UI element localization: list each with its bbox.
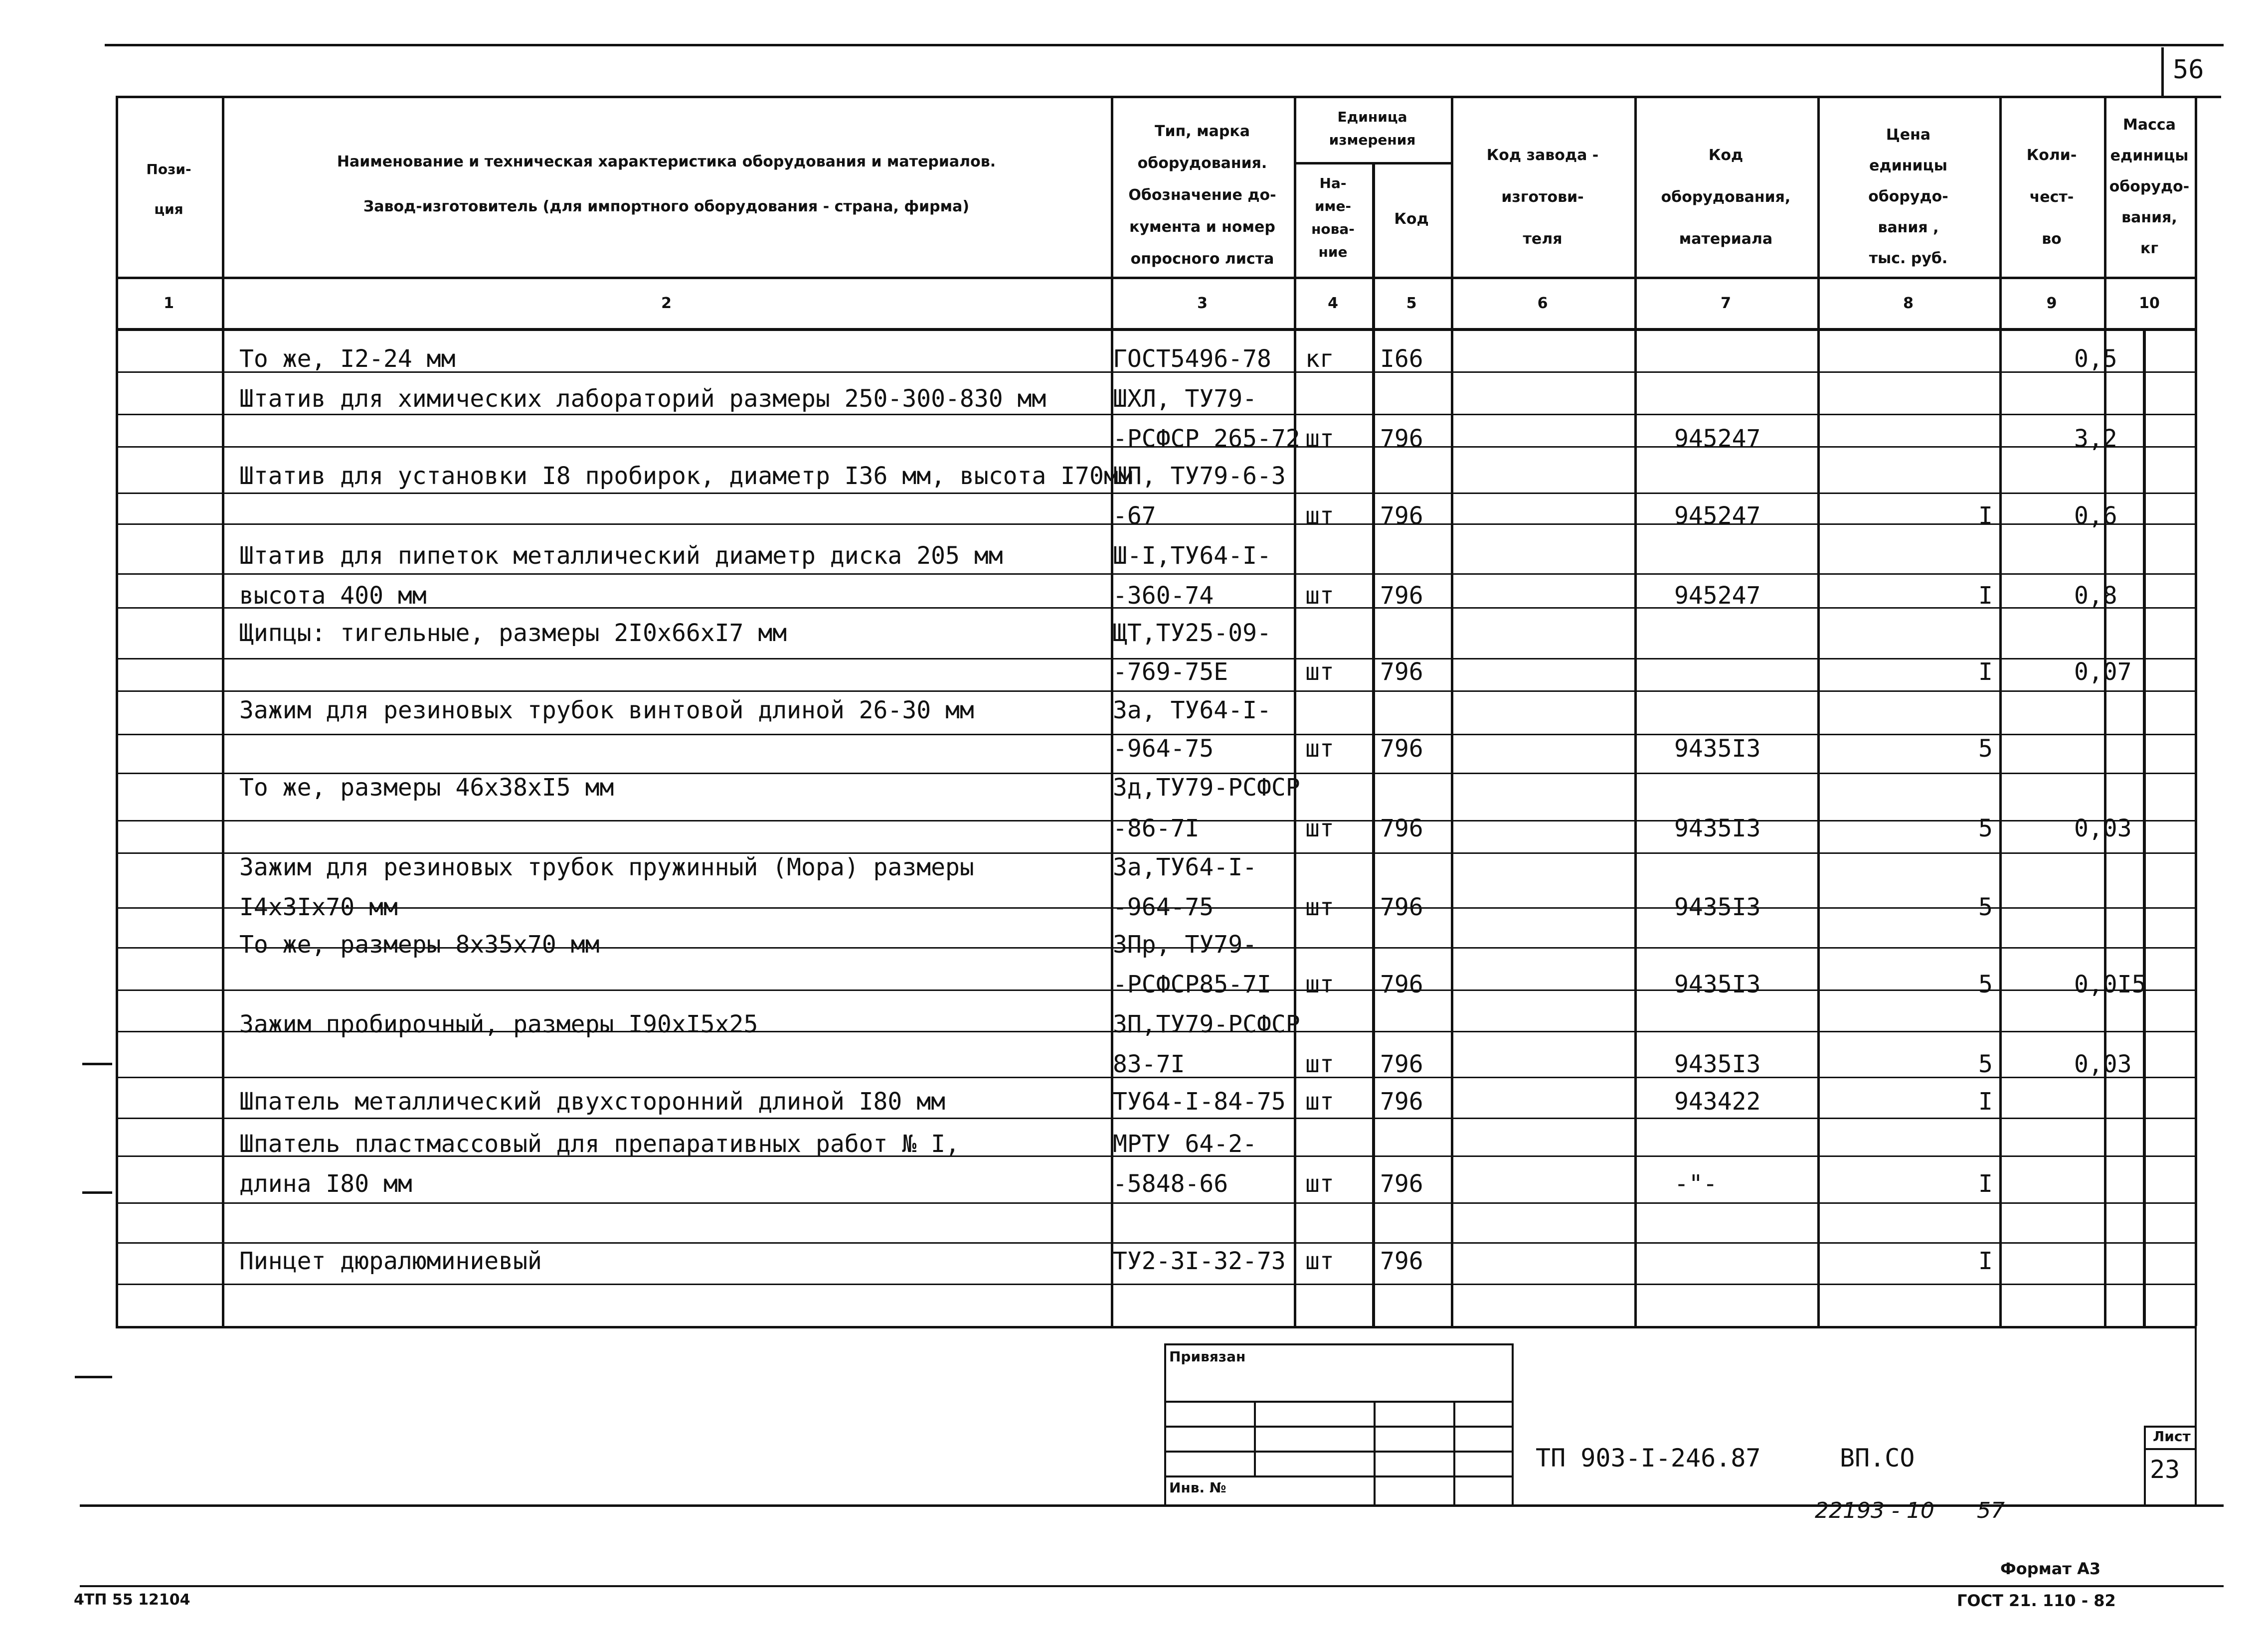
- item-name: высота 400 мм: [239, 582, 427, 610]
- item-quantity: 5: [1978, 735, 1993, 763]
- handwritten-note: 22193 - 10: [1815, 1498, 1934, 1523]
- grid-line: [116, 96, 2195, 98]
- item-type: 83-7I: [1113, 1050, 1185, 1078]
- grid-line: [1294, 96, 1296, 1326]
- column-header-line: тыс. руб.: [1869, 250, 1948, 267]
- item-type: -964-75: [1113, 735, 1214, 763]
- item-name: Зажим пробирочный, размеры I90xI5x25: [239, 1010, 758, 1038]
- format-label: Формат А3: [2000, 1559, 2101, 1578]
- grid-line: [1817, 96, 1820, 1326]
- privyazan-label: Привязан: [1169, 1348, 1246, 1365]
- item-type: ТУ2-3I-32-73: [1113, 1247, 1286, 1275]
- title-block-line: [1374, 1401, 1376, 1505]
- item-unit: кг: [1305, 345, 1334, 373]
- column-number: 4: [1328, 295, 1338, 312]
- item-mass: 0,03: [2074, 815, 2132, 842]
- title-block-line: [1164, 1451, 1513, 1453]
- item-unit: шт: [1305, 971, 1334, 998]
- column-header-line: опросного листа: [1130, 250, 1274, 268]
- column-header-line: во: [2042, 230, 2062, 248]
- item-unit-code: 796: [1380, 658, 1423, 686]
- item-unit-code: 796: [1380, 582, 1423, 610]
- item-quantity: I: [1978, 502, 1993, 530]
- grid-line: [116, 414, 2195, 415]
- sheet-number: 23: [2150, 1455, 2180, 1484]
- item-unit-code: 796: [1380, 1050, 1423, 1078]
- item-type: За, ТУ64-I-: [1113, 696, 1271, 724]
- grid-line: [1451, 96, 1453, 1326]
- item-unit: шт: [1305, 1247, 1334, 1275]
- item-unit-code: I66: [1380, 345, 1423, 373]
- item-type: ШХЛ, ТУ79-: [1113, 385, 1257, 413]
- title-block-line: [1453, 1401, 1455, 1505]
- item-unit: шт: [1305, 658, 1334, 686]
- grid-line: [2195, 96, 2197, 1326]
- footer-line: [80, 1585, 2224, 1587]
- item-unit-code: 796: [1380, 425, 1423, 453]
- item-type: -769-75Е: [1113, 658, 1228, 686]
- column-header-line: нова-: [1311, 221, 1355, 237]
- item-type: ЗП,ТУ79-РСФСР: [1113, 1010, 1300, 1038]
- column-header-line: Завод-изготовитель (для импортного оборудования - страна, фирма): [363, 198, 970, 215]
- grid-line: [116, 96, 118, 1326]
- item-unit: шт: [1305, 1050, 1334, 1078]
- title-block-line: [2144, 1448, 2196, 1450]
- item-equipment-code: 945247: [1674, 582, 1761, 610]
- item-equipment-code: 9435I3: [1674, 1050, 1761, 1078]
- top-border-line: [105, 44, 2224, 46]
- column-header-line: оборудо-: [1868, 188, 1948, 205]
- item-unit-code: 796: [1380, 735, 1423, 763]
- title-block-line: [1512, 1343, 1514, 1505]
- grid-line: [1634, 96, 1637, 1326]
- column-number: 8: [1903, 295, 1914, 312]
- item-quantity: 5: [1978, 815, 1993, 842]
- column-header-line: Масса: [2123, 116, 2176, 134]
- item-quantity: I: [1978, 1247, 1993, 1275]
- item-name: длина I80 мм: [239, 1170, 412, 1198]
- item-name: Штатив для химических лабораторий размеры 250-300-830 мм: [239, 385, 1047, 413]
- item-type: -5848-66: [1113, 1170, 1228, 1198]
- column-number: 10: [2139, 295, 2160, 312]
- item-unit-code: 796: [1380, 502, 1423, 530]
- item-unit: шт: [1305, 425, 1334, 453]
- item-equipment-code: 9435I3: [1674, 815, 1761, 842]
- item-unit: шт: [1305, 893, 1334, 921]
- title-block-line: [2144, 1426, 2196, 1428]
- item-unit-code: 796: [1380, 1170, 1423, 1198]
- title-block-line: [1164, 1401, 1513, 1403]
- grid-line: [116, 328, 2195, 331]
- item-name: I4x3Ix70 мм: [239, 893, 398, 921]
- item-quantity: I: [1978, 1170, 1993, 1198]
- grid-line: [222, 96, 224, 1326]
- column-header-line: На-: [1319, 175, 1347, 191]
- column-header-line: чест-: [2029, 188, 2074, 206]
- item-type: За,ТУ64-I-: [1113, 853, 1257, 881]
- item-equipment-code: 943422: [1674, 1088, 1761, 1116]
- grid-line: [116, 690, 2195, 692]
- column-header-line: Пози-: [146, 161, 191, 177]
- item-name: Штатив для пипеток металлический диаметр диска 205 мм: [239, 542, 1003, 570]
- item-name: Шпатель пластмассовый для препаративных работ № I,: [239, 1130, 960, 1158]
- item-mass: 0,8: [2074, 582, 2117, 610]
- item-quantity: I: [1978, 582, 1993, 610]
- item-type: ГОСТ5496-78: [1113, 345, 1271, 373]
- column-header-line: единицы: [1869, 157, 1947, 174]
- item-type: ШП, ТУ79-6-3: [1113, 462, 1286, 490]
- sheet-label: Лист: [2153, 1428, 2191, 1445]
- item-quantity: 5: [1978, 893, 1993, 921]
- sheet-corner-number: 56: [2173, 55, 2204, 85]
- item-name: То же, размеры 8x35x70 мм: [239, 931, 600, 959]
- grid-line: [116, 573, 2195, 575]
- item-equipment-code: 945247: [1674, 425, 1761, 453]
- column-header-line: теля: [1523, 230, 1563, 248]
- column-header-line: Код завода -: [1486, 147, 1599, 164]
- document-code: ТП 903-I-246.87: [1536, 1444, 1761, 1473]
- column-header-line: материала: [1679, 230, 1773, 248]
- column-header-line: ция: [154, 201, 183, 217]
- item-unit: шт: [1305, 1170, 1334, 1198]
- grid-line: [116, 1242, 2195, 1244]
- item-type: -360-74: [1113, 582, 1214, 610]
- item-mass: 0,0I5: [2074, 971, 2146, 998]
- column-header-line: ние: [1318, 244, 1348, 260]
- item-unit-code: 796: [1380, 1247, 1423, 1275]
- item-quantity: 5: [1978, 1050, 1993, 1078]
- column-header-line: Коли-: [2026, 147, 2077, 164]
- grid-line: [116, 492, 2195, 494]
- column-number: 2: [661, 295, 672, 312]
- item-type: Зд,ТУ79-РСФСР: [1113, 774, 1300, 802]
- column-header-line: Тип, марка: [1155, 123, 1250, 140]
- column-header-line: единицы: [2110, 147, 2189, 164]
- column-header-line: кг: [2140, 240, 2159, 257]
- item-mass: 0,07: [2074, 658, 2132, 686]
- item-type: -РСФСР 265-72: [1113, 425, 1300, 453]
- item-quantity: I: [1978, 658, 1993, 686]
- column-header-line: Цена: [1886, 126, 1931, 144]
- item-unit: шт: [1305, 1088, 1334, 1116]
- column-header-line: Наименование и техническая характеристика оборудования и материалов.: [337, 153, 996, 170]
- grid-line: [1999, 96, 2002, 1326]
- item-unit: шт: [1305, 502, 1334, 530]
- item-equipment-code: 9435I3: [1674, 735, 1761, 763]
- item-mass: 0,03: [2074, 1050, 2132, 1078]
- column-number: 9: [2046, 295, 2057, 312]
- item-type: -РСФСР85-7I: [1113, 971, 1271, 998]
- item-type: -67: [1113, 502, 1156, 530]
- item-name: Штатив для установки I8 пробирок, диаметр I36 мм, высота I70мм: [239, 462, 1133, 490]
- item-mass: 0,6: [2074, 502, 2117, 530]
- title-block-line: [2195, 1326, 2197, 1505]
- column-number: 6: [1537, 295, 1548, 312]
- bottom-border-line: [80, 1504, 2224, 1507]
- item-name: То же, I2-24 мм: [239, 345, 456, 373]
- item-mass: 3,2: [2074, 425, 2117, 453]
- title-block-line: [1164, 1426, 1513, 1428]
- column-header-line: кумента и номер: [1129, 218, 1275, 236]
- column-number: 3: [1197, 295, 1208, 312]
- grid-line: [116, 1284, 2195, 1285]
- item-equipment-code: -"-: [1674, 1170, 1718, 1198]
- item-mass: 0,5: [2074, 345, 2117, 373]
- title-block-line: [1164, 1343, 1513, 1345]
- grid-line: [2143, 328, 2146, 1326]
- column-header-line: Код: [1708, 147, 1744, 164]
- item-name: То же, размеры 46x38xI5 мм: [239, 774, 614, 802]
- item-type: -86-7I: [1113, 815, 1200, 842]
- column-number: 5: [1406, 295, 1417, 312]
- column-header-line: Обозначение до-: [1128, 186, 1276, 204]
- column-header-line: оборудо-: [2109, 178, 2190, 195]
- item-name: Зажим для резиновых трубок пружинный (Мора) размеры: [239, 853, 974, 881]
- item-unit: шт: [1305, 582, 1334, 610]
- grid-line: [116, 1202, 2195, 1204]
- item-unit-code: 796: [1380, 971, 1423, 998]
- item-type: -964-75: [1113, 893, 1214, 921]
- item-type: ЗПр, ТУ79-: [1113, 931, 1257, 959]
- item-type: ЩТ,ТУ25-09-: [1113, 619, 1271, 647]
- margin-tick: [75, 1376, 112, 1378]
- margin-tick: [82, 1191, 112, 1194]
- item-unit-code: 796: [1380, 1088, 1423, 1116]
- grid-line: [116, 277, 2195, 279]
- column-header-line: вания,: [2121, 209, 2177, 226]
- item-equipment-code: 9435I3: [1674, 971, 1761, 998]
- column-header-line: оборудования,: [1661, 188, 1791, 206]
- column-header-line: измерения: [1329, 132, 1416, 148]
- margin-tick: [82, 1063, 112, 1065]
- grid-line: [116, 1326, 2195, 1328]
- item-type: Ш-I,ТУ64-I-: [1113, 542, 1271, 570]
- column-header-line: вания ,: [1878, 219, 1939, 236]
- grid-line: [2104, 96, 2106, 1326]
- column-header-line: изготови-: [1501, 188, 1584, 206]
- item-name: Пинцет дюралюминиевый: [239, 1247, 542, 1275]
- column-header-line: име-: [1314, 198, 1352, 214]
- handwritten-page: 57: [1977, 1498, 2005, 1523]
- title-block-line: [2144, 1426, 2146, 1505]
- grid-line: [116, 1118, 2195, 1119]
- item-type: МРТУ 64-2-: [1113, 1130, 1257, 1158]
- item-name: Зажим для резиновых трубок винтовой длиной 26-30 мм: [239, 696, 974, 724]
- gost-standard: ГОСТ 21. 110 - 82: [1957, 1591, 2116, 1610]
- corner-box-left: [2161, 47, 2164, 97]
- title-block-line: [1254, 1401, 1256, 1475]
- item-quantity: 5: [1978, 971, 1993, 998]
- section-code: ВП.СО: [1840, 1444, 1915, 1473]
- column-header-line: оборудования.: [1137, 155, 1267, 172]
- item-type: ТУ64-I-84-75: [1113, 1088, 1286, 1116]
- item-quantity: I: [1978, 1088, 1993, 1116]
- column-number: 1: [164, 295, 174, 312]
- item-unit: шт: [1305, 815, 1334, 842]
- title-block-line: [1164, 1475, 1513, 1477]
- column-header-line: Единица: [1337, 109, 1407, 125]
- item-unit-code: 796: [1380, 893, 1423, 921]
- item-name: Шпатель металлический двухсторонний длиной I80 мм: [239, 1088, 946, 1116]
- item-unit-code: 796: [1380, 815, 1423, 842]
- title-block-line: [1164, 1343, 1166, 1505]
- grid-line: [1372, 162, 1375, 1326]
- left-footer-code: 4ТП 55 12104: [74, 1591, 190, 1609]
- item-name: Щипцы: тигельные, размеры 2I0x66xI7 мм: [239, 619, 787, 647]
- item-equipment-code: 9435I3: [1674, 893, 1761, 921]
- item-unit: шт: [1305, 735, 1334, 763]
- inventory-number-label: Инв. №: [1169, 1479, 1226, 1496]
- column-number: 7: [1721, 295, 1731, 312]
- column-header-line: Код: [1394, 210, 1429, 228]
- item-equipment-code: 945247: [1674, 502, 1761, 530]
